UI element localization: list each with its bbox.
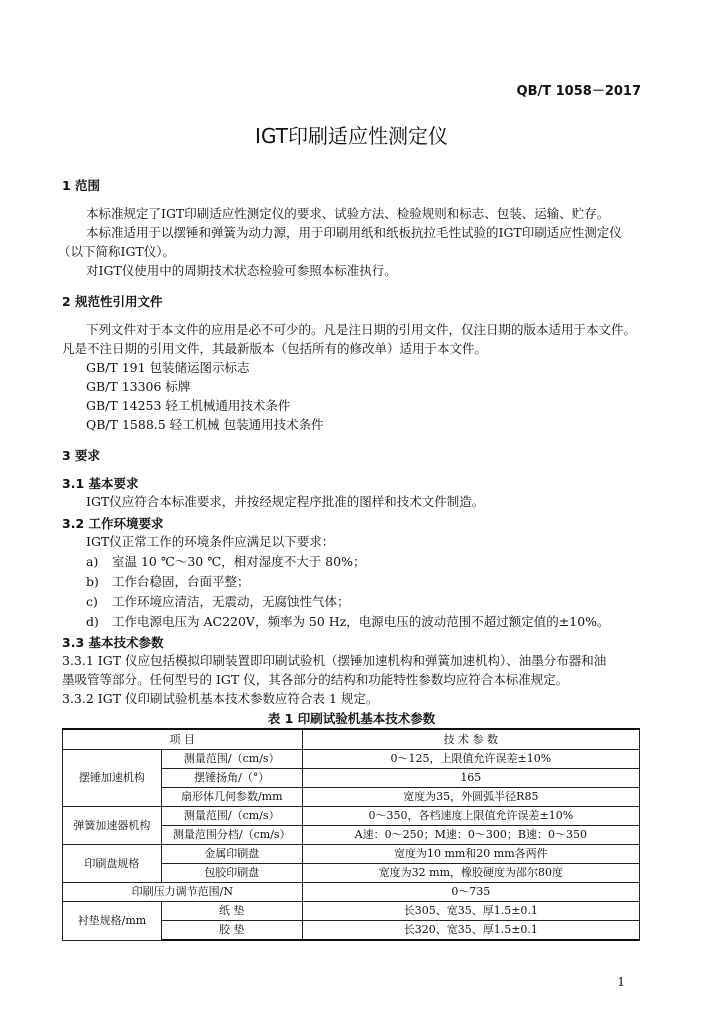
param-value-cell: 长320、宽35、厚1.5±0.1 <box>302 921 639 941</box>
table-header-row <box>63 729 640 750</box>
param-value-cell: 宽度为35，外圆弧半径R85 <box>302 788 639 807</box>
param-name-cell: 测量范围分档/（cm/s） <box>161 826 302 845</box>
param-name-cell: 胶 垫 <box>161 921 302 941</box>
param-value-cell: 0～735 <box>302 883 639 902</box>
section-3-heading: 3 要求 <box>62 448 101 463</box>
param-name-cell: 扇形体几何参数/mm <box>161 788 302 807</box>
group-label-disc: 印刷盘规格 <box>63 845 162 883</box>
list-item-text: 室温 10 ℃～30 ℃，相对湿度不大于 80%； <box>112 554 366 569</box>
table-caption: 表 1 印刷试验机基本技术参数 <box>267 711 436 726</box>
param-name-cell: 测量范围/（cm/s） <box>161 750 302 769</box>
param-value-cell: 0～125，上限值允许误差±10% <box>302 750 639 769</box>
standard-code: QB/T 1058－2017 <box>516 84 641 99</box>
group-label-pressure: 印刷压力调节范围/N <box>63 883 303 902</box>
table-row <box>63 902 640 921</box>
reference-item: GB/T 14253 轻工机械通用技术条件 <box>86 398 291 413</box>
section-2-para-1: 下列文件对于本文件的应用是必不可少的。凡是注日期的引用文件，仅注日期的版本适用于本文件。 <box>86 322 637 337</box>
section-1-heading: 1 范围 <box>62 178 101 193</box>
list-item-text: 工作电源电压为 AC220V，频率为 50 Hz，电源电压的波动范围不超过额定值的±10%。 <box>112 614 610 629</box>
section-1-para-2-cont: （以下简称IGT仪）。 <box>58 244 176 259</box>
param-value-cell: 宽度为32 mm，橡胶硬度为邵尔80度 <box>302 864 639 883</box>
section-1-para-1: 本标准规定了IGT印刷适应性测定仪的要求、试验方法、检验规则和标志、包装、运输、贮存。 <box>86 206 610 221</box>
page-number: 1 <box>617 975 625 989</box>
section-3-3-1-line-2: 墨吸管等部分。任何型号的 IGT 仪，其各部分的结构和功能特性参数均应符合本标准规定。 <box>62 672 569 687</box>
section-1-para-2: 本标准适用于以摆锤和弹簧为动力源，用于印刷用纸和纸板抗拉毛性试验的IGT印刷适应性测定仪 <box>86 225 622 240</box>
group-label-pad: 衬垫规格/mm <box>63 902 162 941</box>
list-item-label: d) <box>86 614 99 629</box>
reference-item: GB/T 191 包装储运图示标志 <box>86 360 250 375</box>
list-item-text: 工作台稳固，台面平整； <box>112 574 250 589</box>
table-row <box>63 883 640 902</box>
header-item-cell: 项 目 <box>63 729 303 750</box>
reference-item: QB/T 1588.5 轻工机械 包装通用技术条件 <box>86 417 324 432</box>
table-row <box>63 807 640 826</box>
param-value-cell: 0～350，各档速度上限值允许误差±10% <box>302 807 639 826</box>
param-name-cell: 摆锤扬角/（°） <box>161 769 302 788</box>
table-row <box>63 750 640 769</box>
section-3-3-heading: 3.3 基本技术参数 <box>62 635 164 650</box>
group-label-spring: 弹簧加速器机构 <box>63 807 162 845</box>
spec-table <box>62 728 640 941</box>
list-item-text: 工作环境应清洁，无震动，无腐蚀性气体； <box>112 594 350 609</box>
param-name-cell: 纸 垫 <box>161 902 302 921</box>
header-param-cell: 技 术 参 数 <box>302 729 639 750</box>
reference-item: GB/T 13306 标牌 <box>86 379 191 394</box>
list-item-label: a) <box>86 554 99 569</box>
section-3-2-heading: 3.2 工作环境要求 <box>62 516 164 531</box>
table-row <box>63 845 640 864</box>
section-3-3-2-text: 3.3.2 IGT 仪印刷试验机基本技术参数应符合表 1 规定。 <box>62 691 379 706</box>
section-3-3-1-line-1: 3.3.1 IGT 仪应包括模拟印刷装置即印刷试验机（摆锤加速机构和弹簧加速机构）、油墨分布器和油 <box>62 653 607 668</box>
section-3-1-text: IGT仪应符合本标准要求，并按经规定程序批准的图样和技术文件制造。 <box>86 494 485 509</box>
section-3-2-intro: IGT仪正常工作的环境条件应满足以下要求： <box>86 534 335 549</box>
section-2-heading: 2 规范性引用文件 <box>62 294 163 309</box>
list-item-label: b) <box>86 574 99 589</box>
param-value-cell: 宽度为10 mm和20 mm各两件 <box>302 845 639 864</box>
param-name-cell: 金属印刷盘 <box>161 845 302 864</box>
section-2-para-2: 凡是不注日期的引用文件，其最新版本（包括所有的修改单）适用于本文件。 <box>62 341 488 356</box>
param-value-cell: 长305、宽35、厚1.5±0.1 <box>302 902 639 921</box>
param-value-cell: A速：0～250；M速：0～300；B速：0～350 <box>302 826 639 845</box>
list-item-label: c) <box>86 594 98 609</box>
param-name-cell: 测量范围/（cm/s） <box>161 807 302 826</box>
document-title: IGT印刷适应性测定仪 <box>255 124 448 148</box>
section-1-para-3: 对IGT仪使用中的周期技术状态检验可参照本标准执行。 <box>86 263 397 278</box>
group-label-pendulum: 摆锤加速机构 <box>63 750 162 807</box>
param-value-cell: 165 <box>302 769 639 788</box>
section-3-1-heading: 3.1 基本要求 <box>62 476 139 491</box>
param-name-cell: 包胶印刷盘 <box>161 864 302 883</box>
